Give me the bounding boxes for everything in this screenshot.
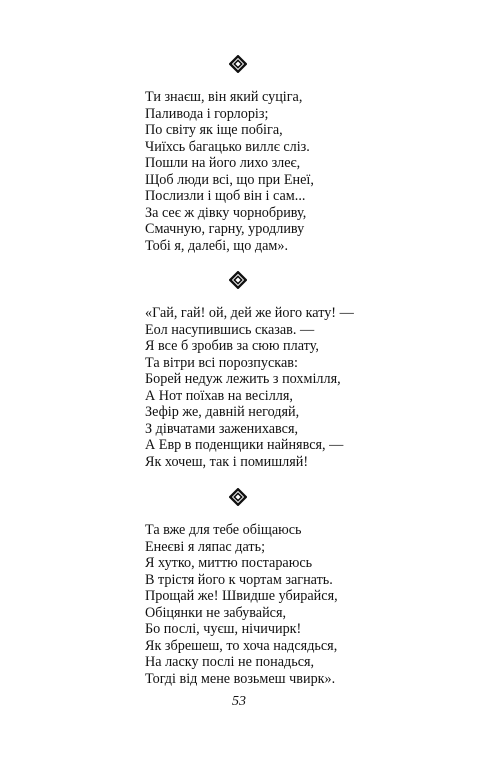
- verse-line: Ти знаєш, він який суціга,: [145, 89, 303, 105]
- verse-line: Як хочеш, так і помишляй!: [145, 453, 309, 470]
- verse-line: Смачную, гарну, уродливу: [145, 221, 305, 237]
- verse-line: Послизли і щоб він і сам...: [145, 188, 306, 204]
- verse-line: Чиїхсь багацько виллє сліз.: [145, 138, 310, 155]
- verse-line: Бо послі, чуєш, нічичирк!: [145, 621, 302, 637]
- verse-line: Пошли на його лихо злеє,: [145, 155, 301, 171]
- verse-line: Енеєві я ляпас дать;: [145, 538, 266, 555]
- verse-line: Та вітри всі порозпускав:: [145, 354, 298, 371]
- verse-line: Я хутко, миттю постараюсь: [145, 555, 313, 571]
- verse-line: Паливода і горлоріз;: [145, 105, 269, 122]
- verse-line: Борей недуж лежить з похмілля,: [145, 371, 341, 387]
- stanza-2: [145, 305, 354, 470]
- verse-line: В трістя його к чортам загнать.: [145, 571, 333, 588]
- verse-line: Тогді від мене возьмеш чвирк».: [145, 670, 336, 687]
- verse-line: Я все б зробив за сюю плату,: [145, 338, 319, 354]
- verse-line: Та вже для тебе обіщаюсь: [145, 522, 302, 538]
- verse-line: Як збрешеш, то хоча надсядься,: [145, 637, 338, 654]
- verse-line: Прощай же! Швидше убирайся,: [145, 588, 338, 604]
- diamond-knot-icon: [229, 488, 247, 506]
- verse-line: Тобі я, далебі, що дам».: [145, 237, 288, 254]
- verse-line: По світу як іще побіга,: [145, 122, 283, 138]
- diamond-knot-icon: [229, 271, 247, 289]
- verse-line: З дівчатами заженихався,: [145, 420, 299, 437]
- verse-line: Обіцянки не забувайся,: [145, 604, 287, 621]
- verse-line: «Гай, гай! ой, дей же його кату! —: [145, 305, 354, 321]
- verse-line: А Нот поїхав на весілля,: [145, 387, 293, 404]
- diamond-knot-icon: [229, 55, 247, 73]
- verse-line: Щоб люди всі, що при Енеї,: [145, 171, 314, 188]
- stanza-3: [145, 522, 338, 687]
- stanza-1: [145, 89, 314, 254]
- verse-line: На ласку послі не понадься,: [145, 654, 315, 670]
- verse-line: Зефір же, давній негодяй,: [145, 404, 300, 420]
- verse-line: Еол насупившись сказав. —: [145, 321, 315, 338]
- verse-line: А Евр в поденщики найнявся, —: [145, 437, 344, 453]
- page-number: 53: [232, 694, 246, 709]
- verse-line: За сеє ж дівку чорнобриву,: [145, 204, 307, 221]
